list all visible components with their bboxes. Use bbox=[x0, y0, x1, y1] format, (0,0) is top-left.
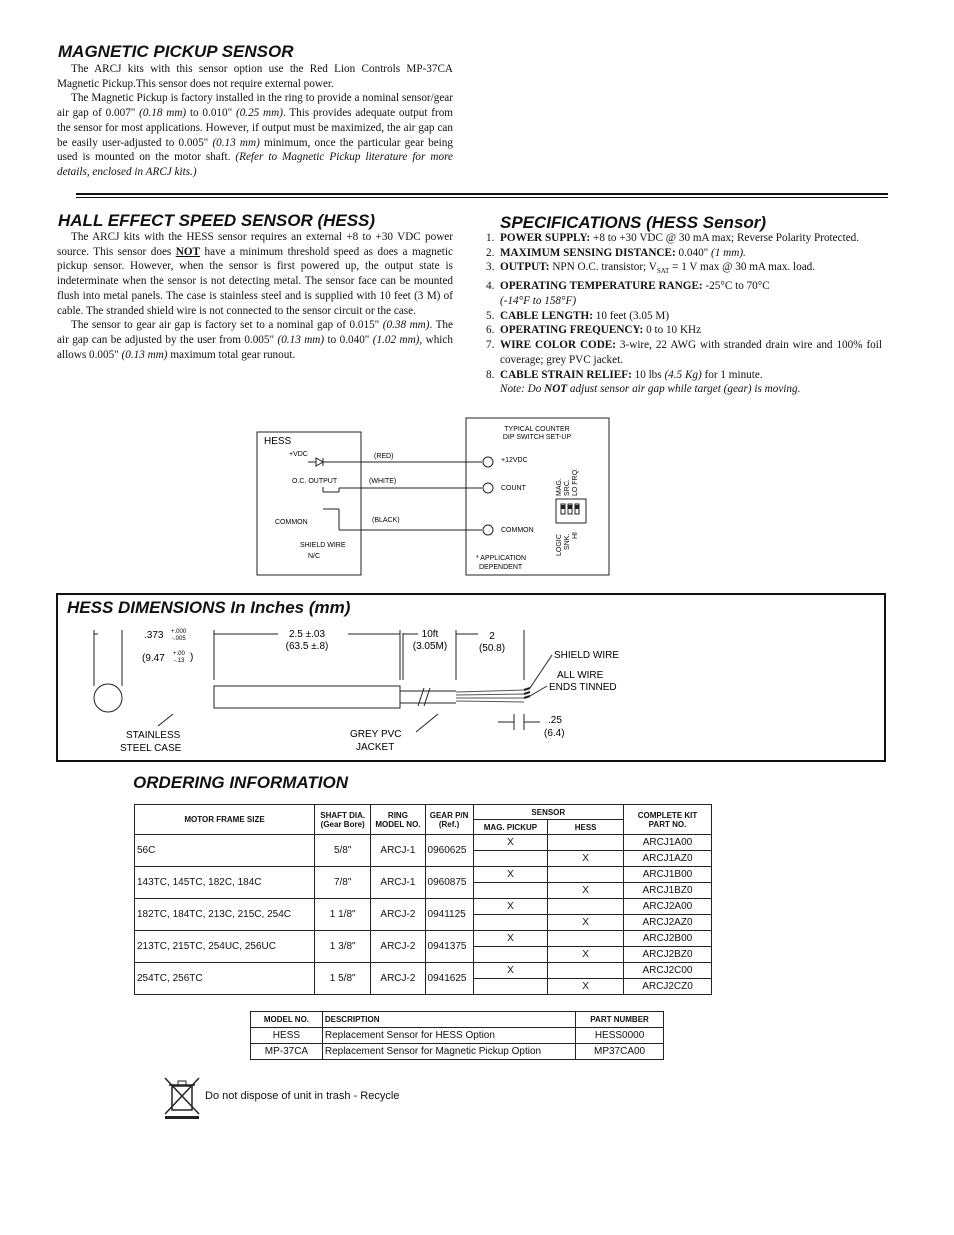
table-row: HESS Replacement Sensor for HESS Option HESS0000 bbox=[251, 1028, 664, 1044]
header-gear: GEAR P/N (Ref.) bbox=[425, 805, 473, 835]
svg-text:TYPICAL COUNTER: TYPICAL COUNTER bbox=[504, 426, 570, 433]
table-row: 213TC, 215TC, 254UC, 256UC 1 3/8" ARCJ-2 0941375 X ARCJ2B00 bbox=[135, 931, 712, 947]
ordering-title: ORDERING INFORMATION bbox=[133, 773, 349, 792]
svg-text:O.C. OUTPUT: O.C. OUTPUT bbox=[292, 478, 338, 485]
recycle-text: Do not dispose of unit in trash - Recycle bbox=[205, 1090, 400, 1102]
hess-title: HALL EFFECT SPEED SENSOR (HESS) bbox=[58, 211, 376, 230]
header-mag: MAG. PICKUP bbox=[473, 820, 548, 835]
table-row: 143TC, 145TC, 182C, 184C 7/8" ARCJ-1 0960875 X ARCJ1B00 bbox=[135, 867, 712, 883]
spec-item: 5. CABLE LENGTH: 10 feet (3.05 M) bbox=[486, 309, 670, 322]
header-ring: RING MODEL NO. bbox=[371, 805, 425, 835]
svg-text:SNK.: SNK. bbox=[564, 533, 571, 550]
svg-text:DIP SWITCH SET-UP: DIP SWITCH SET-UP bbox=[502, 434, 572, 441]
table-header-row bbox=[135, 805, 712, 820]
svg-text:ALL WIRE: ALL WIRE bbox=[557, 670, 604, 681]
svg-text:GREY PVC: GREY PVC bbox=[350, 729, 402, 740]
wiring-diagram bbox=[250, 414, 615, 580]
svg-text:N/C: N/C bbox=[308, 553, 321, 560]
svg-text:+.000: +.000 bbox=[171, 629, 187, 635]
svg-text:LO FRQ.: LO FRQ. bbox=[572, 467, 579, 496]
svg-text:DEPENDENT: DEPENDENT bbox=[479, 564, 523, 571]
table-row: X ARCJ2CZ0 bbox=[135, 979, 712, 995]
svg-text:+12VDC: +12VDC bbox=[501, 457, 528, 464]
spec-item: 4. OPERATING TEMPERATURE RANGE: -25°C to 70°C (-14°F to 158°F) bbox=[486, 280, 770, 308]
spec-item: 6. OPERATING FREQUENCY: 0 to 10 KHz bbox=[486, 324, 702, 337]
spec-item: 8. CABLE STRAIN RELIEF: 10 lbs (4.5 Kg) for 1 minute. Note: Do NOT adjust sensor air gap while target (gear) is moving. bbox=[486, 368, 801, 396]
header-kit: COMPLETE KIT PART NO. bbox=[623, 805, 711, 835]
hess-label: HESS bbox=[264, 436, 292, 447]
svg-text:* APPLICATION: * APPLICATION bbox=[476, 555, 527, 562]
svg-text:HI: HI bbox=[572, 532, 579, 539]
sensor-end-view bbox=[94, 684, 122, 712]
svg-text:.25: .25 bbox=[548, 715, 562, 726]
svg-text:(BLACK): (BLACK) bbox=[372, 517, 400, 524]
specifications-title: SPECIFICATIONS (HESS Sensor) bbox=[500, 213, 767, 232]
terminal-common bbox=[483, 525, 493, 535]
table-row: 182TC, 184TC, 213C, 215C, 254C 1 1/8" ARCJ-2 0941125 X ARCJ2A00 bbox=[135, 899, 712, 915]
terminal-12vdc bbox=[483, 457, 493, 467]
svg-text:STAINLESS: STAINLESS bbox=[126, 730, 181, 741]
header-shaft: SHAFT DIA. (Gear Bore) bbox=[315, 805, 371, 835]
svg-text:-.13: -.13 bbox=[174, 658, 185, 664]
svg-text:MAG.: MAG. bbox=[556, 478, 563, 496]
svg-text:COMMON: COMMON bbox=[275, 519, 308, 526]
svg-text:JACKET: JACKET bbox=[356, 742, 395, 753]
svg-text:(50.8): (50.8) bbox=[478, 643, 506, 654]
specifications-list bbox=[486, 231, 882, 397]
svg-text:LOGIC: LOGIC bbox=[556, 534, 563, 556]
spec-item: 7. WIRE COLOR CODE: 3-wire, 22 AWG with stranded drain wire and 100% foil coverage; grey PVC jacket. bbox=[486, 339, 882, 366]
section-divider bbox=[76, 193, 888, 195]
dimensions-title: HESS DIMENSIONS In Inches (mm) bbox=[67, 598, 351, 617]
magnetic-pickup-text: The ARCJ kits with this sensor option use the Red Lion Controls MP-37CA Magnetic Pickup.This sensor does not require external power. The Magnetic Pickup is factory installed in the ring to provide a nominal sensor/gear air gap of 0.007" (0.18 mm) to 0.010" (0.25 mm). This provides adequate output from the sensor for most applications. However, if output must be maximized, the air gap can be easily user-adjusted to 0.005" (0.13 mm) minimum, once the particular gear being used is mounted on the motor shaft. (Refer to Magnetic Pickup literature for more details, enclosed in ARCJ kits.) bbox=[57, 63, 453, 178]
table-row: 56C 5/8" ARCJ-1 0960625 X ARCJ1A00 bbox=[135, 835, 712, 851]
svg-text:): ) bbox=[190, 652, 194, 663]
svg-text:SHIELD WIRE: SHIELD WIRE bbox=[300, 542, 346, 549]
svg-text:+.00: +.00 bbox=[173, 651, 185, 657]
table-row: MP-37CA Replacement Sensor for Magnetic Pickup Option MP37CA00 bbox=[251, 1044, 664, 1060]
svg-text:(RED): (RED) bbox=[374, 453, 394, 460]
svg-text:STEEL CASE: STEEL CASE bbox=[120, 743, 182, 754]
svg-text:2: 2 bbox=[489, 631, 495, 642]
svg-text:-.005: -.005 bbox=[172, 636, 186, 642]
svg-text:10ft: 10ft bbox=[421, 629, 439, 640]
header-frame: MOTOR FRAME SIZE bbox=[135, 805, 315, 835]
svg-text:+VDC: +VDC bbox=[289, 451, 308, 458]
svg-text:(3.05M): (3.05M) bbox=[412, 641, 448, 652]
sensor-body bbox=[214, 686, 400, 708]
svg-text:(6.4): (6.4) bbox=[544, 728, 565, 739]
svg-text:(WHITE): (WHITE) bbox=[369, 478, 397, 485]
magnetic-pickup-title: MAGNETIC PICKUP SENSOR bbox=[58, 42, 294, 61]
svg-text:(9.47: (9.47 bbox=[142, 653, 165, 664]
spec-item: 3. OUTPUT: NPN O.C. transistor; $V_{SAT} = 1$ V max @ 30 mA max. load. bbox=[486, 261, 816, 276]
svg-text:.373: .373 bbox=[144, 630, 164, 641]
table-row: X ARCJ2BZ0 bbox=[135, 947, 712, 963]
dimensions-drawing bbox=[58, 620, 878, 756]
spec-item: 2. MAXIMUM SENSING DISTANCE: 0.040" (1 mm). bbox=[486, 246, 746, 259]
svg-text:COMMON: COMMON bbox=[501, 527, 534, 534]
svg-text:2.5 ±.03: 2.5 ±.03 bbox=[288, 629, 326, 640]
table-row: 254TC, 256TC 1 5/8" ARCJ-2 0941625 X ARCJ2C00 bbox=[135, 963, 712, 979]
ordering-table bbox=[134, 804, 712, 995]
svg-text:SRC.: SRC. bbox=[564, 479, 571, 496]
crossed-bin-icon bbox=[162, 1076, 202, 1120]
terminal-count bbox=[483, 483, 493, 493]
table-header-row: MODEL NO. DESCRIPTION PART NUMBER bbox=[251, 1012, 664, 1028]
replacement-table bbox=[250, 1011, 664, 1060]
table-row: X ARCJ2AZ0 bbox=[135, 915, 712, 931]
table-row: X ARCJ1BZ0 bbox=[135, 883, 712, 899]
header-hess: HESS bbox=[548, 820, 624, 835]
svg-text:(63.5 ±.8): (63.5 ±.8) bbox=[285, 641, 329, 652]
hess-text: The ARCJ kits with the HESS sensor requires an external +8 to +30 VDC power source. This sensor does NOT have a minimum threshold speed as does a magnetic pickup sensor. However, when the sensor is first powered up, the output state is indeterminate when the sensor is not detecting metal. The sensor face can be mounted flush into metal panels. The case is stainless steel and is supplied with 10 feet (3 M) of cable. The stranded shield wire is not connected to the sensor circuit or the case. The sensor to gear air gap is factory set to a nominal gap of 0.015" (0.38 mm). The air gap can be adjusted by the user from 0.005" (0.13 mm) to 0.040" (1.02 mm), which allows 0.005" (0.13 mm) maximum total gear runout. bbox=[57, 231, 453, 361]
spec-item: 1. POWER SUPPLY: +8 to +30 VDC @ 30 mA max; Reverse Polarity Protected. bbox=[486, 232, 860, 244]
counter-box bbox=[466, 418, 609, 575]
svg-text:COUNT: COUNT bbox=[501, 485, 526, 492]
table-row: X ARCJ1AZ0 bbox=[135, 851, 712, 867]
section-divider-thin bbox=[76, 197, 888, 198]
header-sensor: SENSOR bbox=[473, 805, 623, 820]
svg-text:SHIELD WIRE: SHIELD WIRE bbox=[554, 650, 620, 661]
svg-text:ENDS TINNED: ENDS TINNED bbox=[549, 682, 617, 693]
